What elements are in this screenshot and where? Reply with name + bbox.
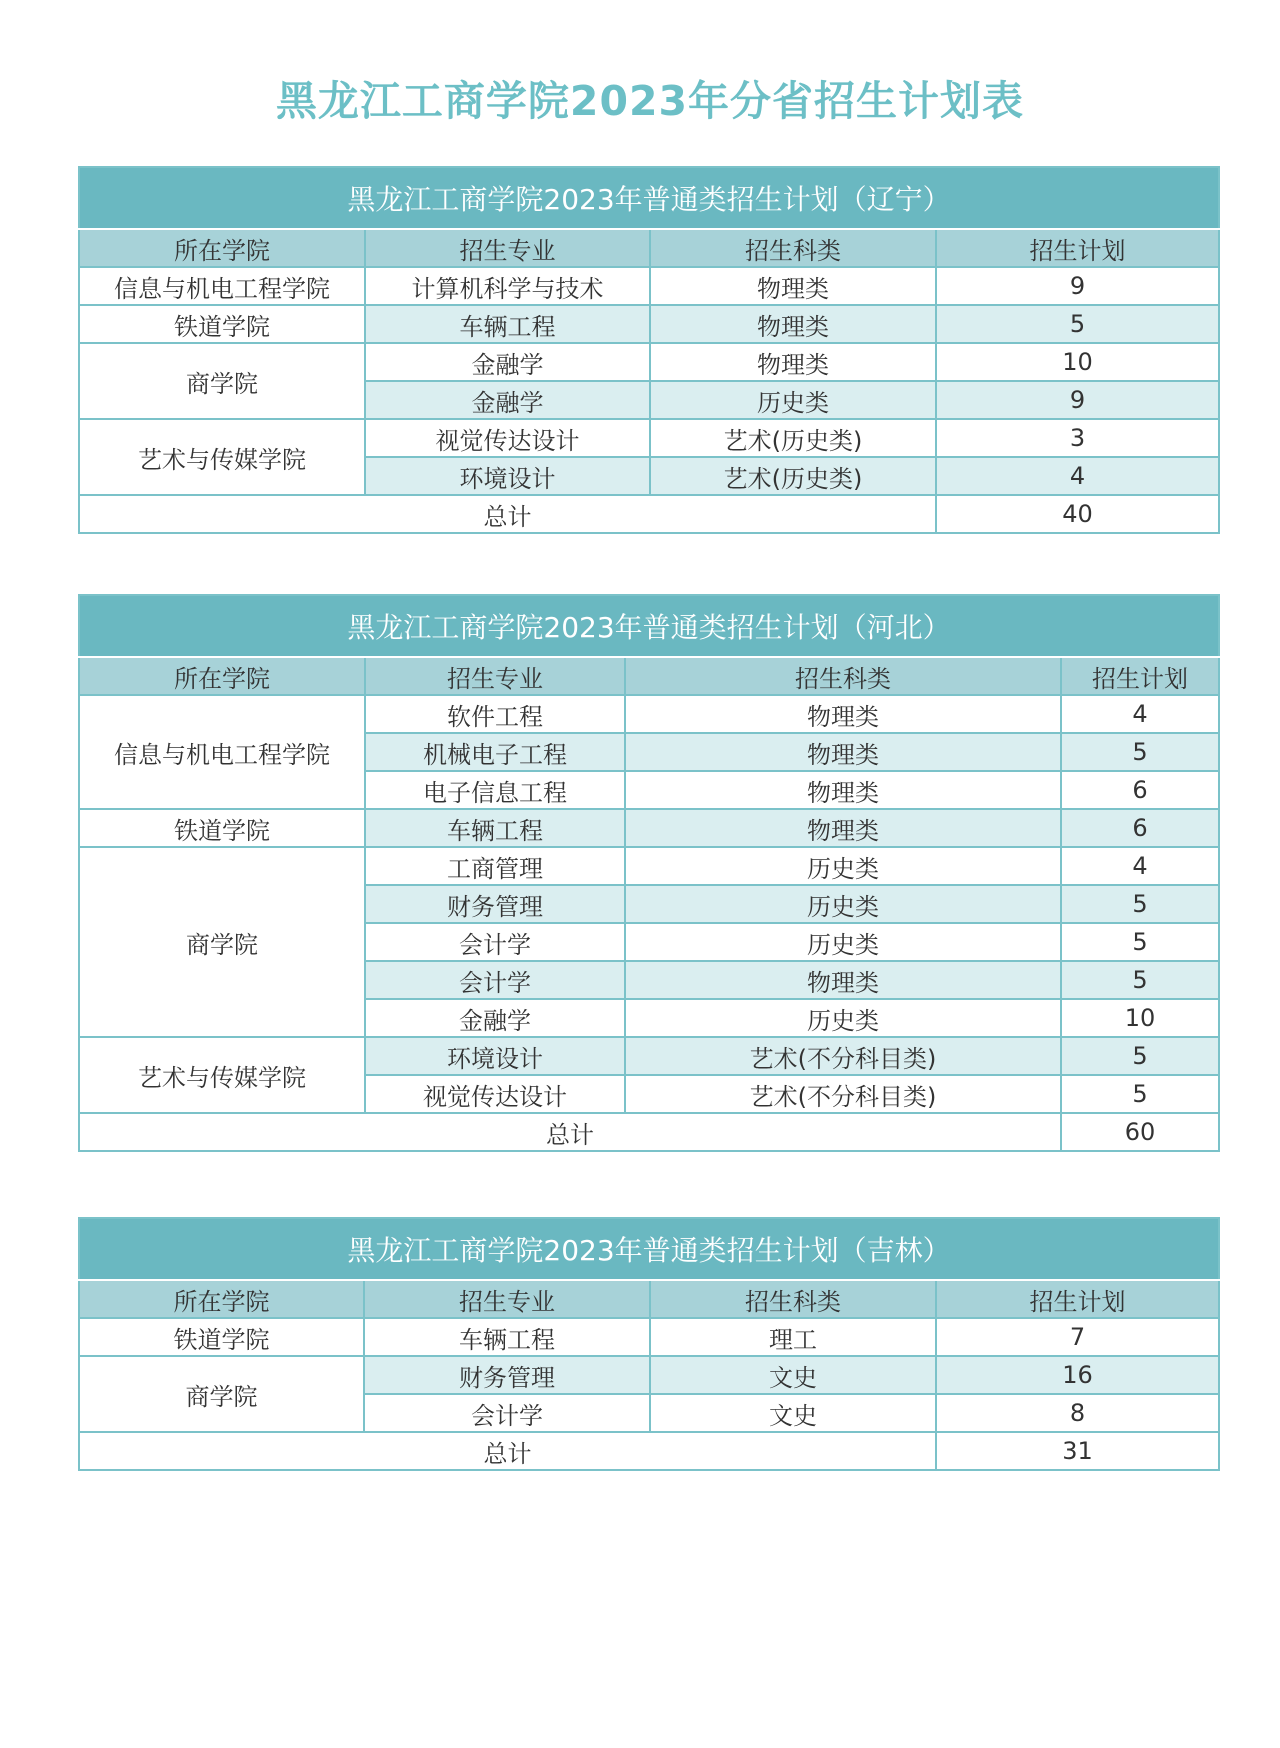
page-title: 黑龙江工商学院2023年分省招生计划表 <box>275 77 1025 125</box>
major-cell: 计算机科学与技术 <box>365 267 650 305</box>
total-row <box>79 1113 1219 1151</box>
plan-cell: 7 <box>936 1318 1219 1356</box>
table-row <box>79 1356 1219 1394</box>
hebei-plan-table <box>78 594 1220 1152</box>
plan-cell: 16 <box>936 1356 1219 1394</box>
major-cell: 会计学 <box>365 961 625 999</box>
header-major: 招生专业 <box>365 229 650 267</box>
plan-cell: 5 <box>1061 961 1219 999</box>
major-cell: 金融学 <box>365 343 650 381</box>
total-label: 总计 <box>79 495 936 533</box>
college-cell: 商学院 <box>79 343 365 419</box>
plan-cell: 9 <box>936 267 1219 305</box>
category-cell: 物理类 <box>625 733 1061 771</box>
header-plan: 招生计划 <box>1061 657 1219 695</box>
header-college: 所在学院 <box>79 1280 364 1318</box>
category-cell: 艺术(不分科目类) <box>625 1075 1061 1113</box>
table-row <box>79 419 1219 457</box>
category-cell: 历史类 <box>625 999 1061 1037</box>
category-cell: 物理类 <box>625 771 1061 809</box>
header-major: 招生专业 <box>364 1280 650 1318</box>
category-cell: 文史 <box>650 1356 936 1394</box>
jilin-plan-table <box>78 1217 1220 1471</box>
major-cell: 环境设计 <box>365 457 650 495</box>
plan-cell: 6 <box>1061 809 1219 847</box>
college-cell: 铁道学院 <box>79 305 365 343</box>
table-row <box>79 1318 1219 1356</box>
college-cell: 商学院 <box>79 847 365 1037</box>
plan-cell: 9 <box>936 381 1219 419</box>
liaoning-plan-table <box>78 166 1220 534</box>
college-cell: 商学院 <box>79 1356 364 1432</box>
table-row <box>79 847 1219 885</box>
category-cell: 历史类 <box>625 847 1061 885</box>
total-value: 60 <box>1061 1113 1219 1151</box>
category-cell: 物理类 <box>650 305 936 343</box>
total-label: 总计 <box>79 1113 1061 1151</box>
header-plan: 招生计划 <box>936 229 1219 267</box>
major-cell: 财务管理 <box>365 885 625 923</box>
plan-cell: 4 <box>1061 695 1219 733</box>
major-cell: 环境设计 <box>365 1037 625 1075</box>
header-category: 招生科类 <box>625 657 1061 695</box>
college-cell: 艺术与传媒学院 <box>79 1037 365 1113</box>
table-row <box>79 809 1219 847</box>
table-title: 黑龙江工商学院2023年普通类招生计划（河北） <box>79 595 1219 657</box>
category-cell: 物理类 <box>625 695 1061 733</box>
major-cell: 会计学 <box>364 1394 650 1432</box>
table-row <box>79 267 1219 305</box>
major-cell: 金融学 <box>365 381 650 419</box>
plan-cell: 5 <box>1061 885 1219 923</box>
category-cell: 艺术(历史类) <box>650 457 936 495</box>
category-cell: 艺术(不分科目类) <box>625 1037 1061 1075</box>
total-value: 31 <box>936 1432 1219 1470</box>
category-cell: 物理类 <box>625 961 1061 999</box>
plan-cell: 4 <box>1061 847 1219 885</box>
total-value: 40 <box>936 495 1219 533</box>
category-cell: 物理类 <box>650 343 936 381</box>
college-cell: 信息与机电工程学院 <box>79 267 365 305</box>
major-cell: 财务管理 <box>364 1356 650 1394</box>
header-major: 招生专业 <box>365 657 625 695</box>
header-college: 所在学院 <box>79 229 365 267</box>
plan-cell: 3 <box>936 419 1219 457</box>
category-cell: 历史类 <box>625 923 1061 961</box>
header-category: 招生科类 <box>650 1280 936 1318</box>
plan-cell: 5 <box>1061 1075 1219 1113</box>
category-cell: 理工 <box>650 1318 936 1356</box>
table-header-row <box>79 229 1219 267</box>
total-row <box>79 495 1219 533</box>
category-cell: 艺术(历史类) <box>650 419 936 457</box>
table-row <box>79 1037 1219 1075</box>
major-cell: 电子信息工程 <box>365 771 625 809</box>
major-cell: 工商管理 <box>365 847 625 885</box>
major-cell: 车辆工程 <box>365 305 650 343</box>
plan-cell: 10 <box>1061 999 1219 1037</box>
major-cell: 金融学 <box>365 999 625 1037</box>
plan-cell: 5 <box>1061 733 1219 771</box>
college-cell: 艺术与传媒学院 <box>79 419 365 495</box>
table-row <box>79 343 1219 381</box>
major-cell: 视觉传达设计 <box>365 1075 625 1113</box>
plan-cell: 10 <box>936 343 1219 381</box>
college-cell: 铁道学院 <box>79 809 365 847</box>
plan-cell: 8 <box>936 1394 1219 1432</box>
table-row <box>79 695 1219 733</box>
total-label: 总计 <box>79 1432 936 1470</box>
major-cell: 车辆工程 <box>365 809 625 847</box>
table-header-row <box>79 1280 1219 1318</box>
category-cell: 物理类 <box>625 809 1061 847</box>
major-cell: 会计学 <box>365 923 625 961</box>
major-cell: 机械电子工程 <box>365 733 625 771</box>
total-row <box>79 1432 1219 1470</box>
header-college: 所在学院 <box>79 657 365 695</box>
plan-cell: 6 <box>1061 771 1219 809</box>
header-plan: 招生计划 <box>936 1280 1219 1318</box>
college-cell: 铁道学院 <box>79 1318 364 1356</box>
plan-cell: 5 <box>1061 923 1219 961</box>
plan-cell: 5 <box>936 305 1219 343</box>
table-row <box>79 305 1219 343</box>
category-cell: 物理类 <box>650 267 936 305</box>
plan-cell: 5 <box>1061 1037 1219 1075</box>
major-cell: 视觉传达设计 <box>365 419 650 457</box>
category-cell: 历史类 <box>650 381 936 419</box>
category-cell: 文史 <box>650 1394 936 1432</box>
category-cell: 历史类 <box>625 885 1061 923</box>
table-title: 黑龙江工商学院2023年普通类招生计划（吉林） <box>79 1218 1219 1280</box>
plan-cell: 4 <box>936 457 1219 495</box>
table-title: 黑龙江工商学院2023年普通类招生计划（辽宁） <box>79 167 1219 229</box>
major-cell: 车辆工程 <box>364 1318 650 1356</box>
header-category: 招生科类 <box>650 229 936 267</box>
table-header-row <box>79 657 1219 695</box>
major-cell: 软件工程 <box>365 695 625 733</box>
college-cell: 信息与机电工程学院 <box>79 695 365 809</box>
